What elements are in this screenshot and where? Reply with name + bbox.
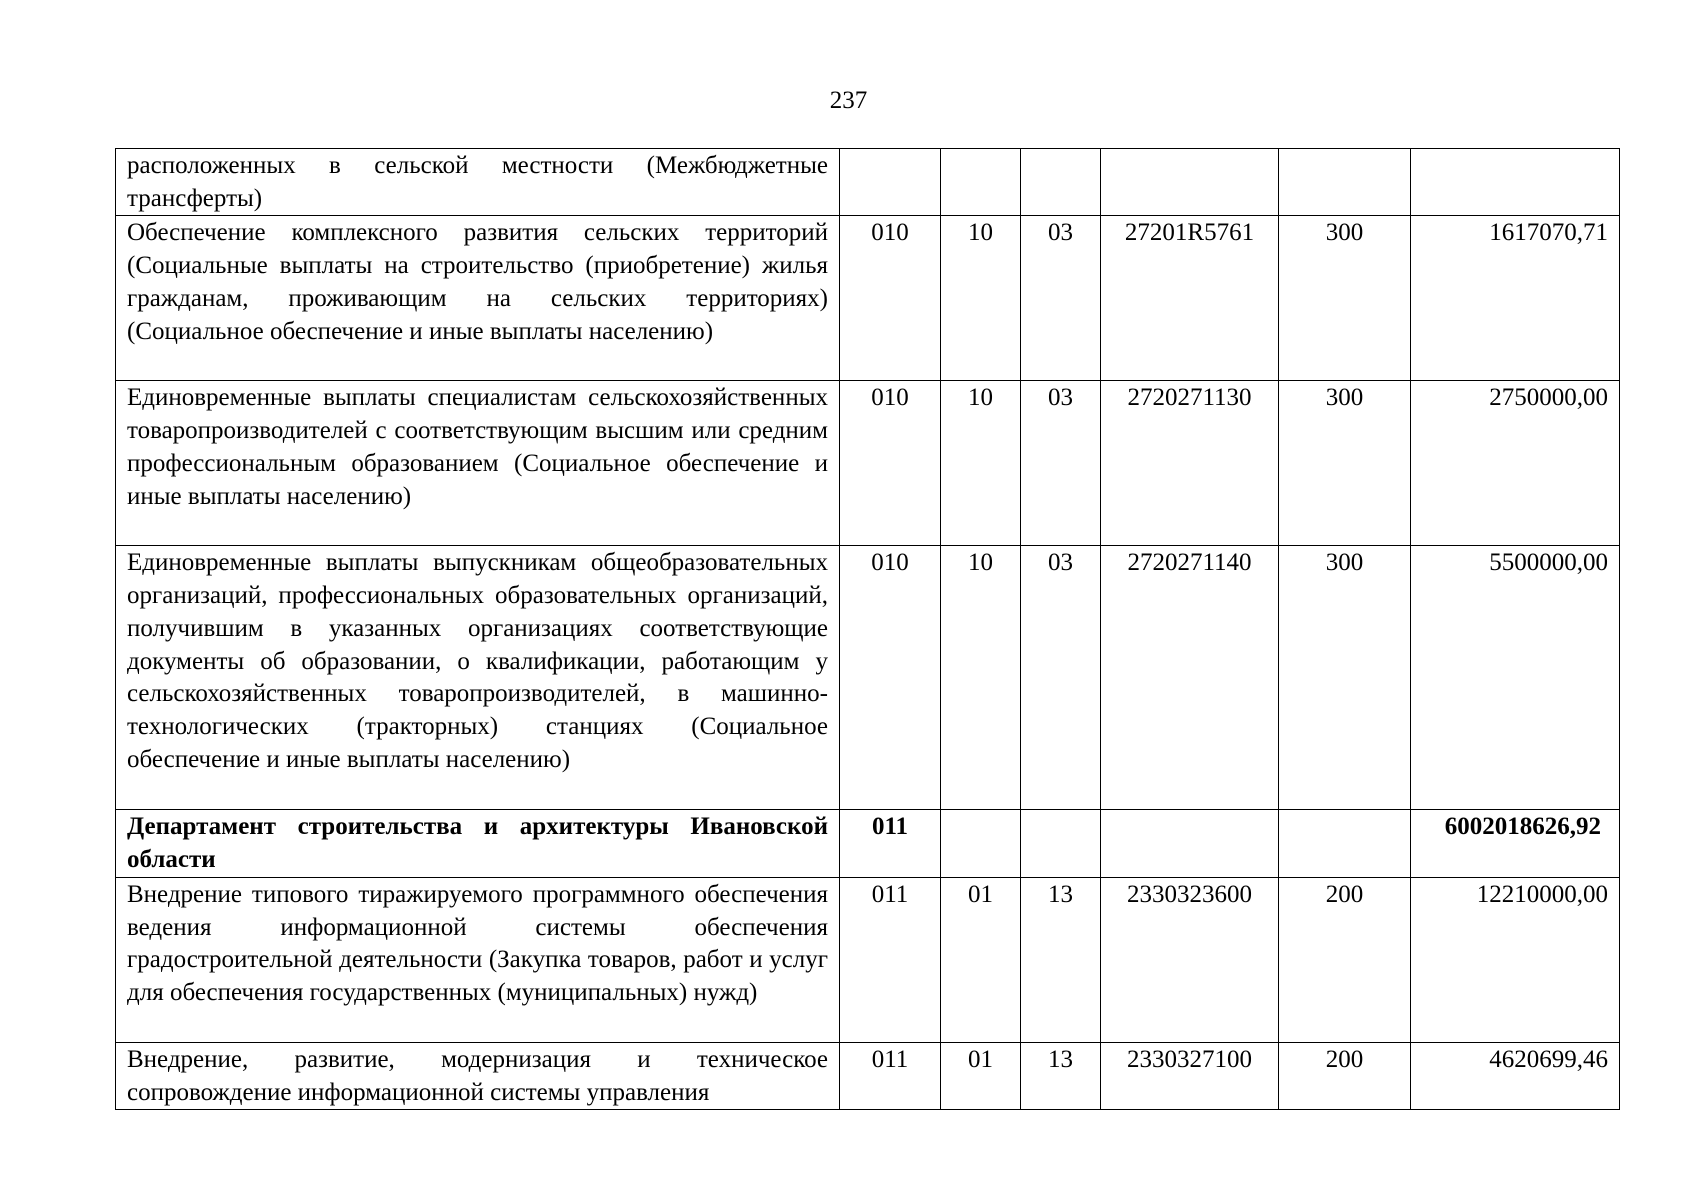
row-name: Единовременные выплаты специалистам сельскохозяйственных товаропроизводителей с соответствующим высшим или средним профессиональным образованием (Социальное обеспечение и иные выплаты населению) xyxy=(116,381,840,546)
table-row-department xyxy=(116,810,1620,877)
section-code: 01 xyxy=(941,1042,1021,1109)
expense-type-code xyxy=(1279,149,1411,216)
section-code xyxy=(941,810,1021,877)
subsection-code: 03 xyxy=(1021,546,1101,810)
ministry-code: 010 xyxy=(840,381,941,546)
section-code xyxy=(941,149,1021,216)
table-row xyxy=(116,546,1620,810)
expense-type-code: 300 xyxy=(1279,216,1411,381)
amount: 5500000,00 xyxy=(1411,546,1620,810)
ministry-code: 010 xyxy=(840,216,941,381)
table-row xyxy=(116,216,1620,381)
table-row xyxy=(116,877,1620,1042)
amount: 2750000,00 xyxy=(1411,381,1620,546)
subsection-code: 13 xyxy=(1021,1042,1101,1109)
expense-type-code: 200 xyxy=(1279,1042,1411,1109)
target-article-code: 27201R5761 xyxy=(1101,216,1279,381)
amount: 6002018626,92 xyxy=(1411,810,1620,877)
target-article-code: 2330323600 xyxy=(1101,877,1279,1042)
target-article-code xyxy=(1101,810,1279,877)
subsection-code: 03 xyxy=(1021,216,1101,381)
subsection-code: 13 xyxy=(1021,877,1101,1042)
subsection-code xyxy=(1021,810,1101,877)
table-row xyxy=(116,1042,1620,1109)
amount: 12210000,00 xyxy=(1411,877,1620,1042)
target-article-code: 2720271130 xyxy=(1101,381,1279,546)
amount xyxy=(1411,149,1620,216)
ministry-code: 011 xyxy=(840,1042,941,1109)
target-article-code: 2330327100 xyxy=(1101,1042,1279,1109)
section-code: 10 xyxy=(941,381,1021,546)
page-number: 237 xyxy=(829,87,868,114)
ministry-code xyxy=(840,149,941,216)
table-row xyxy=(116,149,1620,216)
amount: 4620699,46 xyxy=(1411,1042,1620,1109)
table-row xyxy=(116,381,1620,546)
amount: 1617070,71 xyxy=(1411,216,1620,381)
expense-type-code: 300 xyxy=(1279,381,1411,546)
subsection-code: 03 xyxy=(1021,381,1101,546)
target-article-code xyxy=(1101,149,1279,216)
expense-type-code: 300 xyxy=(1279,546,1411,810)
row-name: расположенных в сельской местности (Межбюджетные трансферты) xyxy=(116,149,840,216)
section-code: 10 xyxy=(941,216,1021,381)
row-name: Внедрение типового тиражируемого программного обеспечения ведения информационной системы обеспечения градостроительной деятельности (Закупка товаров, работ и услуг для обеспечения государственных (муниципальных) нужд) xyxy=(116,877,840,1042)
target-article-code: 2720271140 xyxy=(1101,546,1279,810)
section-code: 01 xyxy=(941,877,1021,1042)
ministry-code: 010 xyxy=(840,546,941,810)
budget-table xyxy=(115,148,1620,1110)
ministry-code: 011 xyxy=(840,877,941,1042)
row-name: Обеспечение комплексного развития сельских территорий (Социальные выплаты на строительство (приобретение) жилья гражданам, проживающим на сельских территориях) (Социальное обеспечение и иные выплаты населению) xyxy=(116,216,840,381)
section-code: 10 xyxy=(941,546,1021,810)
ministry-code: 011 xyxy=(840,810,941,877)
row-name: Единовременные выплаты выпускникам общеобразовательных организаций, профессиональных образовательных организаций, получившим в указанных организациях соответствующие документы об образовании, о квалификации, работающим у сельскохозяйственных товаропроизводителей, в машинно-технологических (тракторных) станциях (Социальное обеспечение и иные выплаты населению) xyxy=(116,546,840,810)
row-name: Внедрение, развитие, модернизация и техническое сопровождение информационной системы управления xyxy=(116,1042,840,1109)
expense-type-code xyxy=(1279,810,1411,877)
subsection-code xyxy=(1021,149,1101,216)
row-name: Департамент строительства и архитектуры Ивановской области xyxy=(116,810,840,877)
expense-type-code: 200 xyxy=(1279,877,1411,1042)
